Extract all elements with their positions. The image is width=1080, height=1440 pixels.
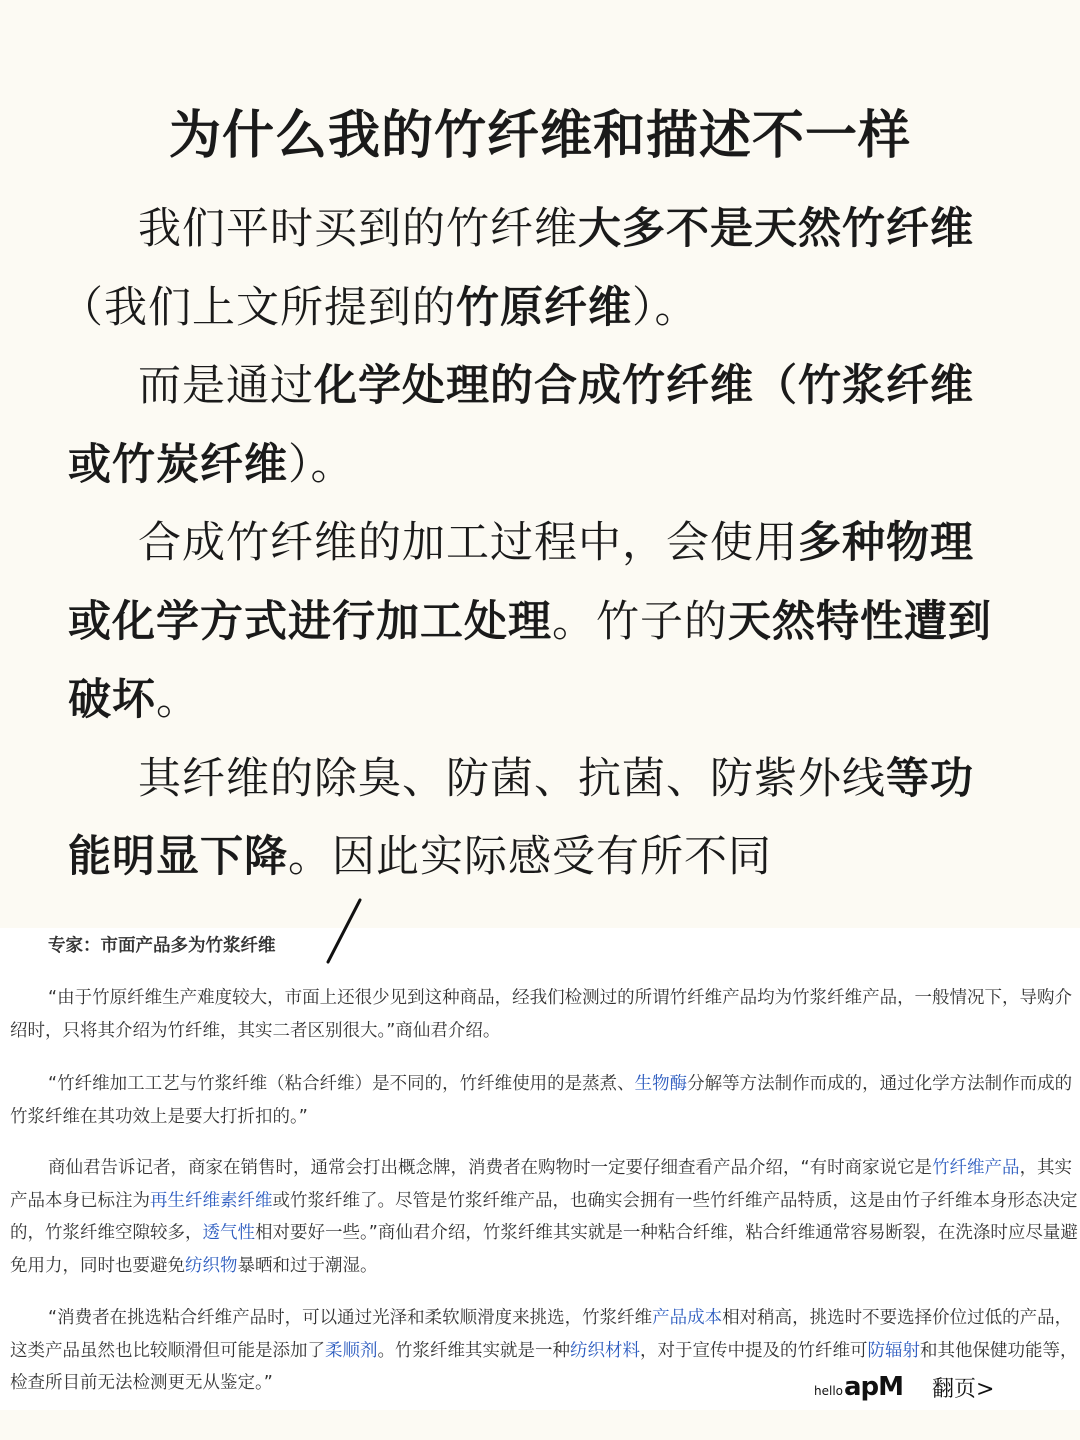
body-text [60, 190, 1008, 897]
p1-text-c: （我们上文所提到的 [60, 282, 456, 333]
link-textile-material[interactable]: 纺织材料 [570, 1340, 640, 1361]
para4-text-a: “消费者在挑选粘合纤维产品时，可以通过光泽和柔软顺滑度来挑选，竹浆纤维 [48, 1308, 653, 1328]
para3-text-b: ，其实产品本身已标注为 [10, 1158, 1073, 1211]
para3-text-a: 商仙君告诉记者，商家在销售时，通常会打出概念牌，消费者在购物时一定要仔细查看产品介绍，“有时商家说它是 [48, 1158, 933, 1178]
p1-bold-d: 竹原纤维 [456, 282, 632, 333]
p3-text-c: 。竹子的 [552, 596, 728, 647]
para3-text-e: 暴晒和过于潮湿。 [237, 1255, 378, 1276]
para2-text-b: 分解等方法制作而成的，通过化学方法制作而成的竹浆纤维在其功效上是要大打折扣的。” [10, 1074, 1073, 1127]
paragraph-1 [60, 190, 1008, 347]
link-breathability[interactable]: 透气性 [202, 1223, 255, 1243]
para3-text-d: 相对要好一些。”商仙君介绍，竹浆纤维其实就是一种粘合纤维，粘合纤维通常容易断裂，在洗涤时应尽量避免用力，同时也要避免 [10, 1223, 1078, 1276]
p4-bold-b: 等功能明显下降 [68, 753, 974, 882]
para4-text-c: 。竹浆纤维其实就是一种 [377, 1340, 570, 1361]
p1-text-a: 我们平时买到的竹纤维 [138, 204, 578, 254]
link-regenerated-cellulose[interactable]: 再生纤维素纤维 [150, 1190, 273, 1211]
article-heading: 专家：市面产品多为竹浆纤维 [48, 936, 276, 956]
para2-text-a: “竹纤维加工工艺与竹浆纤维（粘合纤维）是不同的，竹纤维使用的是蒸煮、 [48, 1074, 635, 1094]
bottom-strip [0, 1410, 1080, 1440]
article-paragraph-3 [10, 1152, 1078, 1282]
p3-bold-b: 多种物理或化学方式进行加工处理 [68, 518, 974, 647]
next-page-button[interactable]: 翻页> [932, 1377, 995, 1402]
p2-bold-b: 化学处理的合成竹纤维 [314, 361, 754, 411]
link-bamboo-fiber-product[interactable]: 竹纤维产品 [932, 1158, 1020, 1178]
link-bio-enzyme[interactable]: 生物酶 [634, 1074, 688, 1094]
article-paragraph-4 [10, 1302, 1078, 1400]
article-paragraph-2 [10, 1068, 1078, 1133]
slash-mark-icon [318, 896, 368, 968]
p1-bold-b: 大多不是天然竹纤维 [578, 204, 974, 254]
p2-bold-c: （竹浆纤维或竹炭纤维 [68, 361, 974, 490]
link-textiles[interactable]: 纺织物 [185, 1255, 238, 1276]
p2-text-a: 而是通过 [138, 361, 314, 411]
para3-text-c: 或竹浆纤维了。尽管是竹浆纤维产品，也确实会拥有一些竹纤维产品特质，这是由竹子纤维本身形态决定的，竹浆纤维空隙较多， [10, 1190, 1078, 1243]
para4-text-d: ，对于宣传中提及的竹纤维可 [640, 1340, 868, 1361]
p4-text-c: 。因此实际感受有所不同 [288, 832, 772, 882]
brand-hello: hello [814, 1384, 843, 1398]
article-paragraph-1: “由于竹原纤维生产难度较大，市面上还很少见到这种商品，经我们检测过的所谓竹纤维产品均为竹浆纤维产品，一般情况下，导购介绍时，只将其介绍为竹纤维，其实二者区别很大。”商仙君介绍。 [10, 988, 1073, 1041]
p3-bold-d: 天然特性遭到破坏 [68, 596, 992, 725]
para4-text-e: 和其他保健功能等，检查所目前无法检测更无从鉴定。” [10, 1340, 1078, 1393]
link-product-cost[interactable]: 产品成本 [652, 1308, 723, 1328]
p3-text-a: 合成竹纤维的加工过程中，会使用 [138, 518, 798, 568]
paragraph-3 [68, 504, 1008, 740]
brand-apm: apM [844, 1372, 904, 1402]
link-softener[interactable]: 柔顺剂 [325, 1340, 378, 1361]
p4-text-a: 其纤维的除臭、防菌、抗菌、防紫外线 [138, 753, 886, 804]
p3-text-e: 。 [156, 675, 200, 725]
link-anti-radiation[interactable]: 防辐射 [867, 1340, 920, 1361]
p1-text-e: ）。 [632, 282, 699, 333]
p2-text-d: ）。 [288, 439, 355, 490]
article-screenshot [0, 928, 1080, 1410]
brand-logo [814, 1372, 914, 1408]
paragraph-4 [68, 740, 1008, 897]
para4-text-b: 相对稍高，挑选时不要选择价位过低的产品，这类产品虽然也比较顺滑但可能是添加了 [10, 1308, 1073, 1361]
page-title: 为什么我的竹纤维和描述不一样 [168, 106, 911, 166]
paragraph-2 [68, 347, 1008, 504]
